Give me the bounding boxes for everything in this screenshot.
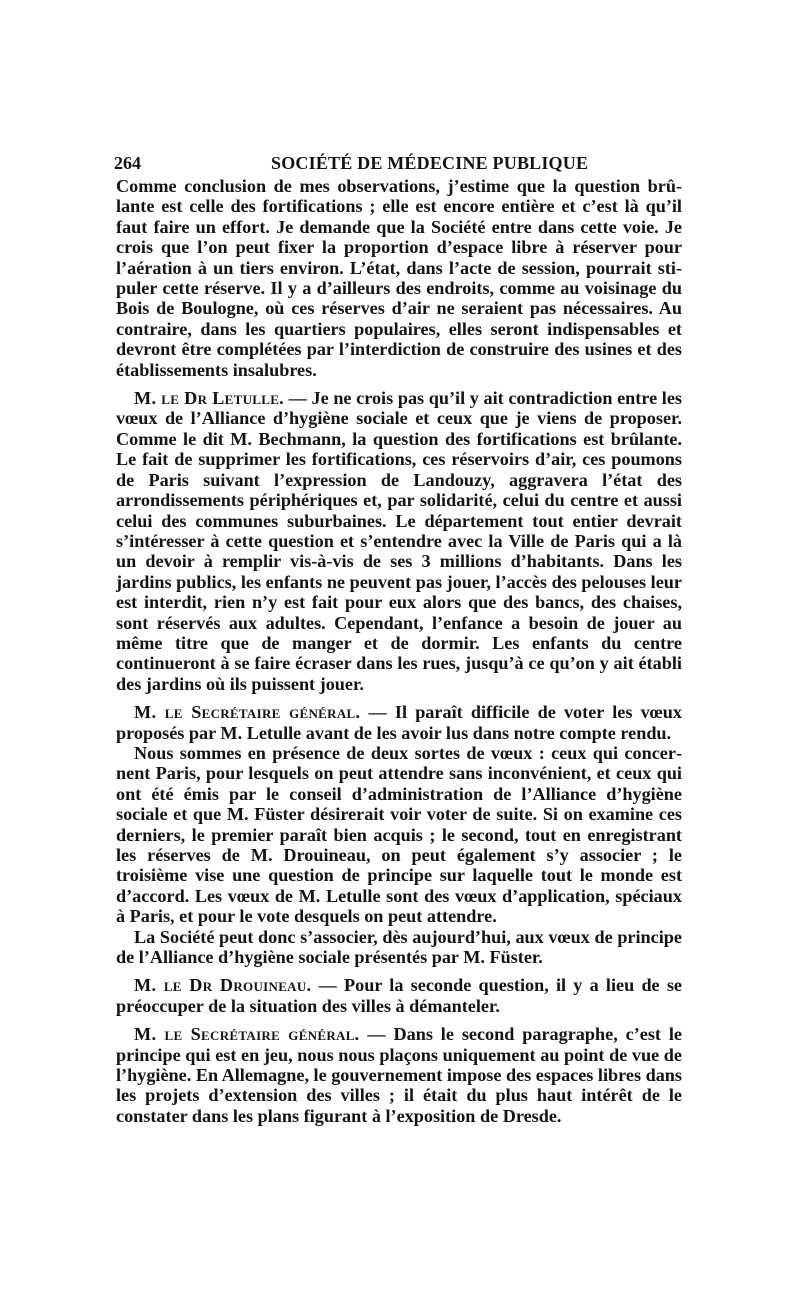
speaker-paragraph <box>116 975 682 1016</box>
speaker-paragraph <box>116 1024 682 1126</box>
running-title: SOCIÉTÉ DE MÉDECINE PUBLIQUE <box>271 153 589 173</box>
paragraph <box>116 743 682 927</box>
page-body <box>116 176 682 1126</box>
speaker-name: M. le Secrétaire général. <box>134 1024 360 1045</box>
speaker-paragraph <box>116 702 682 743</box>
speaker-paragraph <box>116 388 682 694</box>
speaker-name: M. le Dr Drouineau. <box>134 975 312 996</box>
paragraph-text: — Il paraît difficile de voter les vœux proposés par M. Letulle avant de les avoir lus dans notre compte rendu. <box>116 702 682 743</box>
paragraph <box>116 927 682 968</box>
paragraph <box>116 176 682 380</box>
running-header <box>114 150 674 176</box>
paragraph-text: Comme conclusion de mes observations, j’estime que la question brûlante est celle des fortifications ; elle est encore entière et c’est là qu’il faut faire un effort. Je demande que la Société entre dans cette voie. Je crois que l’on peut fixer la proportion d’espace libre à réserver pour l’aération à un tiers environ. L’état, dans l’acte de session, pourrait stipuler cette réserve. Il y a d’ailleurs des endroits, comme au voisinage du Bois de Boulogne, où ces réserves d’air ne seraient pas nécessaires. Au contraire, dans les quartiers populaires, elles seront indispensables et devront être complétées par l’interdiction de construire des usines et des établissements insalubres. <box>116 176 682 380</box>
speaker-name: M. le Dr Letulle. <box>134 388 285 409</box>
paragraph-text: La Société peut donc s’associer, dès aujourd’hui, aux vœux de principe de l’Alliance d’hygiène sociale présentés par M. Füster. <box>116 926 682 968</box>
paragraph-text: Nous sommes en présence de deux sortes de vœux : ceux qui concernent Paris, pour lesquels on peut attendre sans inconvénient, et ceux qui ont été émis par le conseil d’administration de l’Alliance d’hygiène sociale et que M. Füster désirerait voir voter de suite. Si on examine ces derniers, le premier paraît bien acquis ; le second, tout en enregistrant les réserves de M. Drouineau, on peut également s’y associer ; le troisième vise une question de principe sur laquelle tout le monde est d’accord. Les vœux de M. Letulle sont des vœux d’application, spéciaux à Paris, et pour le vote desquels on peut attendre. <box>116 742 682 927</box>
speaker-name: M. le Secrétaire général. <box>134 702 361 723</box>
paragraph-text: — Je ne crois pas qu’il y ait contradiction entre les vœux de l’Alliance d’hygiène sociale et ceux que je viens de proposer. Comme le dit M. Bechmann, la question des fortifications est brûlante. Le fait de supprimer les fortifications, ces réservoirs d’air, ces poumons de Paris suivant l’expression de Landouzy, aggravera l’état des arrondissements périphériques et, par solidarité, celui du centre et aussi celui des communes suburbaines. Le département tout entier devrait s’intéresser à cette question et s’entendre avec la Ville de Paris qui a là un devoir à remplir vis-à-vis de ses 3 millions d’habitants. Dans les jardins publics, les enfants ne peuvent pas jouer, l’accès des pelouses leur est interdit, rien n’y est fait pour eux alors que des bancs, des chaises, sont réservés aux adultes. Cependant, l’enfance a besoin de jouer au même titre que de manger et de dormir. Les enfants du centre continueront à se faire écraser dans les rues, jusqu’à ce qu’on y ait établi des jardins où ils puissent jouer. <box>116 388 682 694</box>
page-number: 264 <box>114 153 141 173</box>
paragraph-text: — Pour la seconde question, il y a lieu de se préoccuper de la situation des villes à démanteler. <box>116 975 682 1016</box>
paragraph-text: — Dans le second paragraphe, c’est le principe qui est en jeu, nous nous plaçons uniquement au point de vue de l’hygiène. En Allemagne, le gouvernement impose des espaces libres dans les projets d’extension des villes ; il était du plus haut intérêt de le constater dans les plans figurant à l’exposition de Dresde. <box>116 1024 682 1126</box>
